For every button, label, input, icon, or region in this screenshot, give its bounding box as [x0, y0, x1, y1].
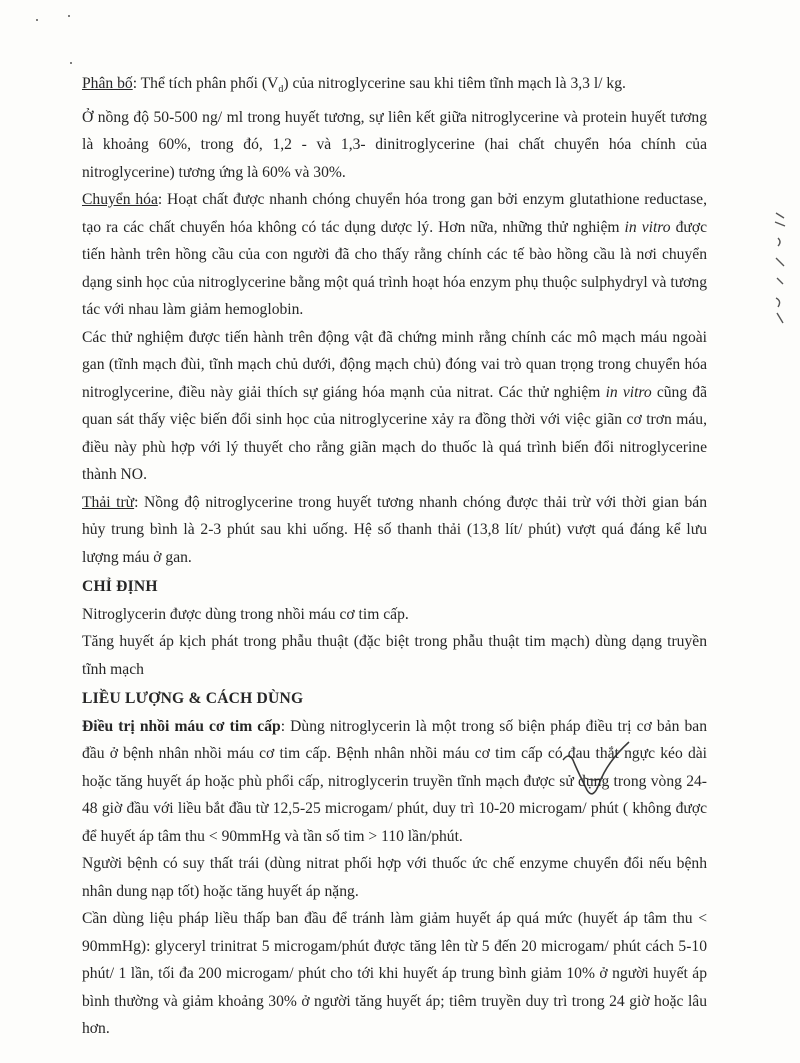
scan-speck	[70, 62, 72, 64]
document-page	[82, 70, 707, 1043]
indications-heading: CHỈ ĐỊNH	[82, 578, 158, 596]
elimination-paragraph	[82, 489, 707, 572]
distribution-label: Phân bố	[82, 75, 133, 92]
metabolism-text-b: được tiến hành trên hồng cầu của con người đã cho thấy rằng chính các tế bào hồng cầu là nơi chuyển dạng sinh học của nitroglycerine bằng một quá trình hoạt hóa enzym phụ thuộc sulphydryl và tương tác với nhau làm giảm hemoglobin.	[82, 218, 707, 319]
heart-failure-paragraph: Người bệnh có suy thất trái (dùng nitrat phối hợp với thuốc ức chế enzyme chuyển đổi nếu bệnh nhân dung nạp tốt) hoặc tăng huyết áp nặng.	[82, 855, 707, 900]
metabolism-label: Chuyển hóa	[82, 191, 158, 209]
scan-speck	[68, 15, 70, 17]
animal-tests-italic: in vitro	[605, 383, 652, 401]
distribution-text-a: : Thể tích phân phối (V	[132, 75, 279, 92]
metabolism-text-a: : Hoạt chất được nhanh chóng chuyển hóa trong gan bởi enzym glutathione reductase, tạo ra các chất chuyển hóa không có tác dụng dược lý. Hơn nữa, những thử nghiệm	[82, 191, 707, 236]
mi-treatment-text: : Dùng nitroglycerin là một trong số biện pháp điều trị cơ bản ban đầu ở bệnh nhân nhồi máu cơ tim cấp. Bệnh nhân nhồi máu cơ tim cấp có đau thắt ngực kéo dài hoặc tăng huyết áp hoặc phù phổi cấp, nitroglycerin truyền tĩnh mạch được sử dụng trong vòng 24-48 giờ đầu với liều bắt đầu từ 12,5-25 microgam/ phút, duy trì 10-20 microgam/ phút ( không được để huyết áp tâm thu < 90mmHg và tần số tim > 110 lần/phút.	[82, 717, 707, 845]
distribution-subscript: d	[278, 84, 284, 96]
low-dose-paragraph: Cần dùng liệu pháp liều thấp ban đầu để tránh làm giảm huyết áp quá mức (huyết áp tâm thu < 90mmHg): glyceryl trinitrat 5 microgam/phút được tăng lên từ 5 đến 20 microgam/ phút cách 5-10 phút/ 1 lần, tối đa 200 microgam/ phút cho tới khi huyết áp trung bình giảm 10% ở người huyết áp bình thường và giảm khoảng 30% ở người tăng huyết áp; tiêm truyền duy trì trong 24 giờ hoặc lâu hơn.	[82, 910, 707, 1038]
metabolism-italic: in vitro	[624, 218, 671, 236]
elimination-text: : Nồng độ nitroglycerine trong huyết tương nhanh chóng được thải trừ với thời gian bán hủy trung bình là 2-3 phút sau khi uống. Hệ số thanh thải (13,8 lít/ phút) vượt quá đáng kể lưu lượng máu ở gan.	[82, 493, 707, 566]
animal-tests-text-b: cũng đã quan sát thấy việc biến đổi sinh học của nitroglycerine xảy ra đồng thời với việc giãn cơ trơn máu, điều này phù hợp với lý thuyết cho rằng giãn mạch do thuốc là quá trình biến đổi nitroglycerine thành NO.	[82, 383, 708, 484]
metabolism-paragraph	[82, 186, 707, 324]
binding-paragraph: Ở nồng độ 50-500 ng/ ml trong huyết tương, sự liên kết giữa nitroglycerine và protein huyết tương là khoảng 60%, trong đó, 1,2 - và 1,3- dinitroglycerine (hai chất chuyển hóa chính của nitroglycerine) tương ứng là 60% và 30%.	[82, 108, 707, 181]
elimination-label: Thải trừ	[82, 493, 135, 511]
distribution-paragraph	[82, 70, 707, 104]
scan-speck	[36, 19, 38, 21]
handwritten-margin-mark	[770, 208, 790, 328]
indication-item-1: Nitroglycerin được dùng trong nhồi máu cơ tim cấp.	[82, 605, 409, 623]
distribution-text-b: ) của nitroglycerine sau khi tiêm tĩnh mạch là 3,3 l/ kg.	[283, 75, 626, 92]
animal-tests-paragraph	[82, 324, 707, 489]
animal-tests-text-a: Các thử nghiệm được tiến hành trên động vật đã chứng minh rằng chính các mô mạch máu ngoài gan (tĩnh mạch đùi, tĩnh mạch chủ dưới, động mạch chủ) đóng vai trò quan trọng trong chuyển hóa nitroglycerine, điều này giải thích sự giáng hóa mạnh của nitrat. Các thử nghiệm	[82, 328, 707, 401]
mi-treatment-paragraph	[82, 713, 707, 851]
dosage-heading: LIỀU LƯỢNG & CÁCH DÙNG	[82, 690, 304, 708]
indication-item-2: Tăng huyết áp kịch phát trong phẫu thuật (đặc biệt trong phẫu thuật tim mạch) dùng dạng truyền tĩnh mạch	[82, 633, 707, 678]
mi-treatment-label: Điều trị nhồi máu cơ tim cấp	[82, 717, 281, 735]
